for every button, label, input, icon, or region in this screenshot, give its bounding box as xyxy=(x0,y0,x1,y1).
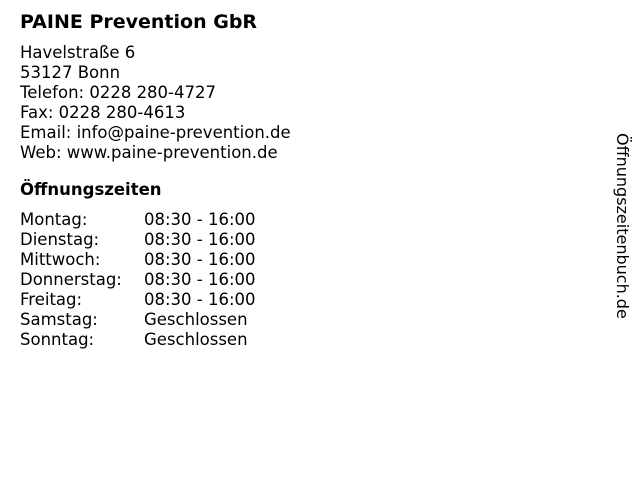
site-watermark: Öffnungszeitenbuch.de xyxy=(613,133,632,319)
day-label: Montag: xyxy=(20,210,88,229)
day-hours: Geschlossen xyxy=(144,330,248,349)
hours-row-wednesday xyxy=(20,250,580,270)
day-label: Samstag: xyxy=(20,310,98,329)
fax-line: Fax: 0228 280-4613 xyxy=(20,103,186,122)
phone-line: Telefon: 0228 280-4727 xyxy=(20,83,217,102)
day-hours: 08:30 - 16:00 xyxy=(144,230,256,249)
company-name: PAINE Prevention GbR xyxy=(20,11,258,33)
day-hours: 08:30 - 16:00 xyxy=(144,250,256,269)
day-label: Sonntag: xyxy=(20,330,95,349)
city-line: 53127 Bonn xyxy=(20,63,121,82)
hours-row-tuesday xyxy=(20,230,580,250)
day-hours: 08:30 - 16:00 xyxy=(144,270,256,289)
address-block xyxy=(20,43,580,163)
opening-hours-table xyxy=(20,210,580,350)
business-card xyxy=(20,10,580,350)
day-label: Donnerstag: xyxy=(20,270,122,289)
street-line: Havelstraße 6 xyxy=(20,43,136,62)
hours-row-sunday xyxy=(20,330,580,350)
day-hours: 08:30 - 16:00 xyxy=(144,290,256,309)
hours-row-saturday xyxy=(20,310,580,330)
day-hours: 08:30 - 16:00 xyxy=(144,210,256,229)
hours-row-thursday xyxy=(20,270,580,290)
day-hours: Geschlossen xyxy=(144,310,248,329)
web-line: Web: www.paine-prevention.de xyxy=(20,143,278,162)
day-label: Mittwoch: xyxy=(20,250,101,269)
day-label: Dienstag: xyxy=(20,230,100,249)
opening-hours-heading: Öffnungszeiten xyxy=(20,180,162,199)
email-line: Email: info@paine-prevention.de xyxy=(20,123,291,142)
day-label: Freitag: xyxy=(20,290,83,309)
hours-row-friday xyxy=(20,290,580,310)
hours-row-monday xyxy=(20,210,580,230)
